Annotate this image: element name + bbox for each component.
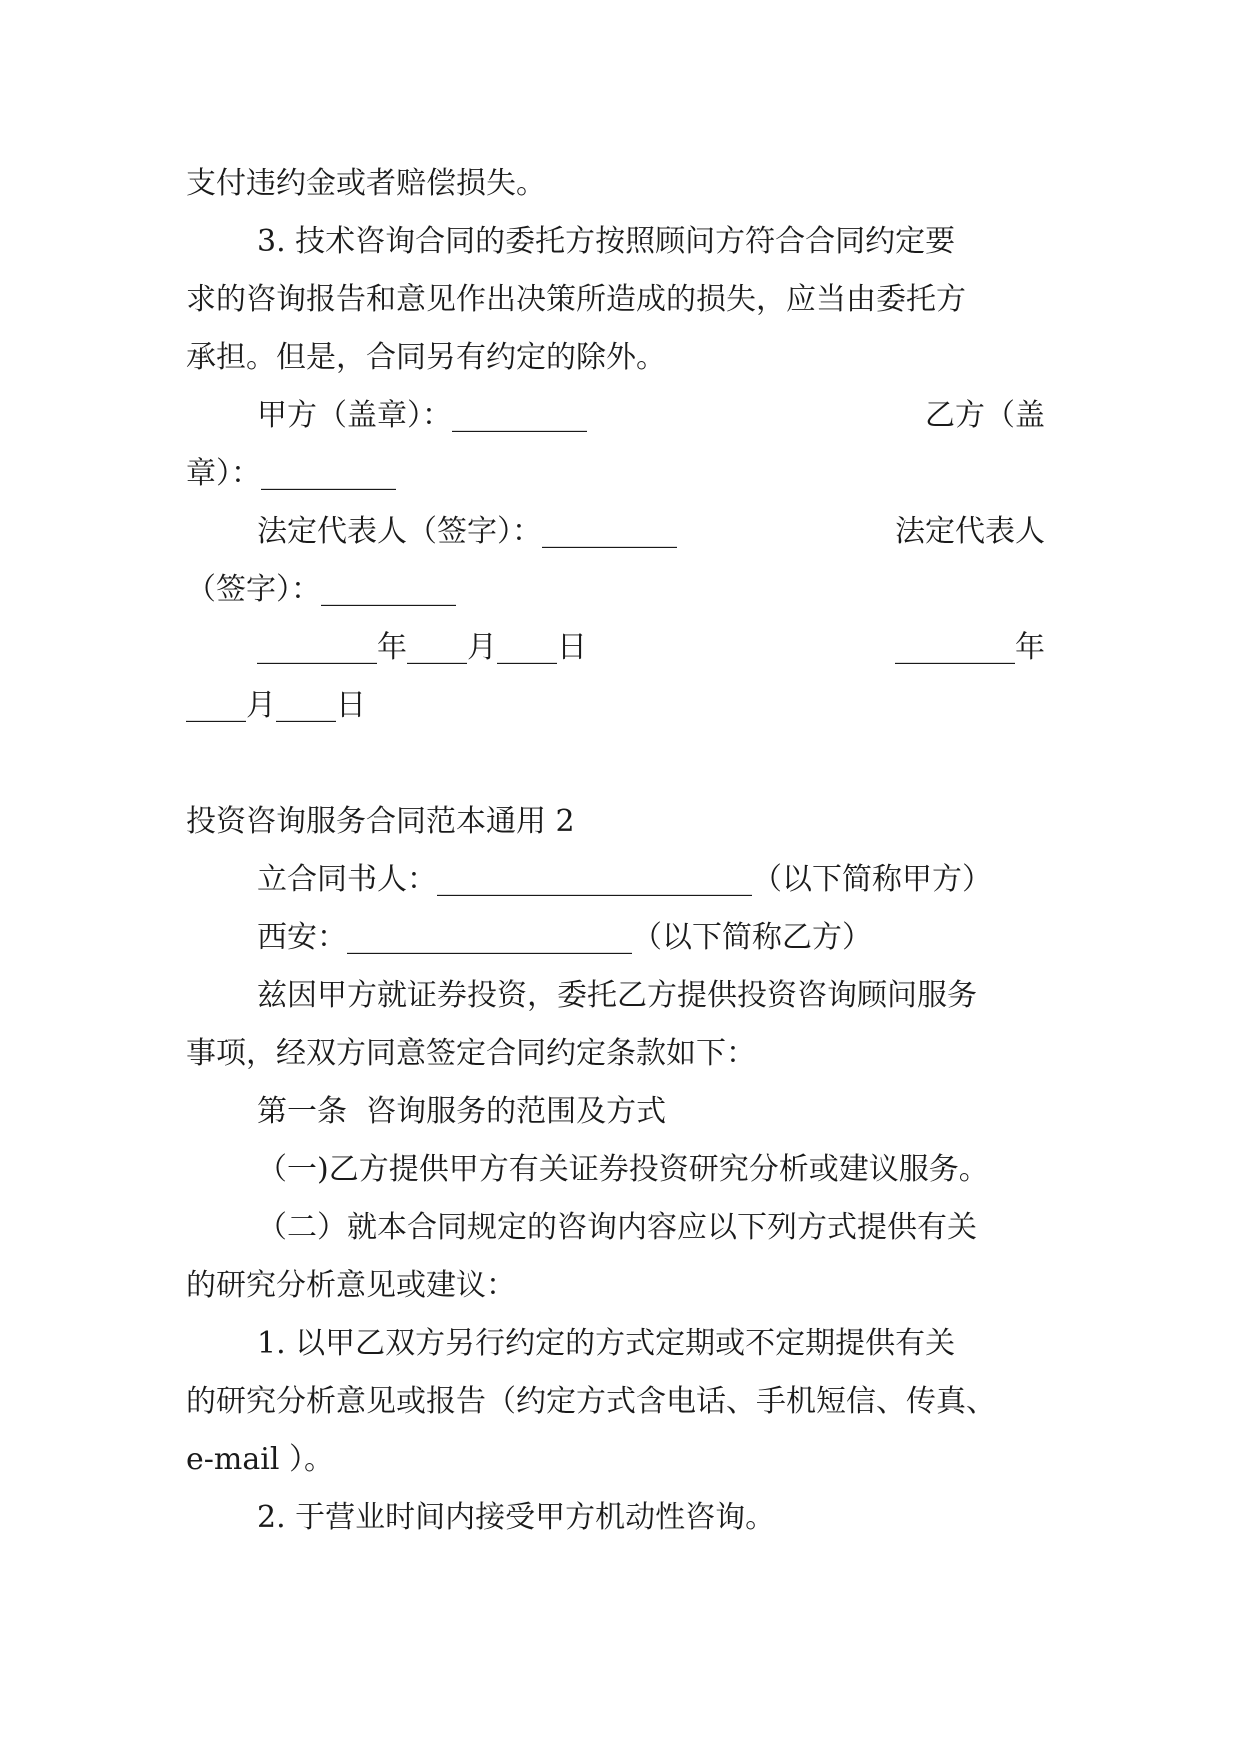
line-1: 支付违约金或者赔偿损失。 (186, 166, 546, 201)
legal-rep-a: 法定代表人（签字）：_________ (257, 514, 677, 549)
date-b: ________年 (895, 630, 1045, 665)
line-intro-1: 兹因甲方就证券投资，委托乙方提供投资咨询顾问服务 (257, 978, 977, 1013)
item-2-2: 的研究分析意见或建议： (186, 1268, 516, 1303)
subitem-1-2: 的研究分析意见或报告（约定方式含电话、手机短信、传真、 (186, 1384, 996, 1419)
date-a: ________年____月____日 (257, 630, 587, 665)
line-intro-2: 事项，经双方同意签定合同约定条款如下： (186, 1036, 756, 1071)
line-3: 求的咨询报告和意见作出决策所造成的损失，应当由委托方 (186, 282, 966, 317)
line-2: 3. 技术咨询合同的委托方按照顾问方符合合同约定要 (257, 224, 956, 259)
subitem-1-3: e-mail ）。 (186, 1442, 334, 1477)
legal-rep-b: 法定代表人 (895, 514, 1045, 549)
line-party-a: 立合同书人：_____________________（以下简称甲方） (257, 862, 992, 897)
section-title: 投资咨询服务合同范本通用 2 (186, 804, 575, 839)
item-2-1: （二）就本合同规定的咨询内容应以下列方式提供有关 (257, 1210, 977, 1245)
article-1-heading: 第一条 咨询服务的范围及方式 (257, 1094, 667, 1129)
line-4: 承担。但是，合同另有约定的除外。 (186, 340, 666, 375)
date-b-cont: ____月____日 (186, 688, 366, 723)
party-b-seal-cont: 章）：_________ (186, 456, 396, 491)
party-a-seal: 甲方（盖章）：_________ (257, 398, 587, 433)
line-party-b: 西安：___________________（以下简称乙方） (257, 920, 872, 955)
party-b-seal: 乙方（盖 (925, 398, 1045, 433)
subitem-1-1: 1. 以甲乙双方另行约定的方式定期或不定期提供有关 (257, 1326, 956, 1361)
item-1: （一)乙方提供甲方有关证券投资研究分析或建议服务。 (257, 1152, 989, 1187)
subitem-2: 2. 于营业时间内接受甲方机动性咨询。 (257, 1500, 776, 1535)
legal-rep-b-cont: （签字）：_________ (186, 572, 456, 607)
